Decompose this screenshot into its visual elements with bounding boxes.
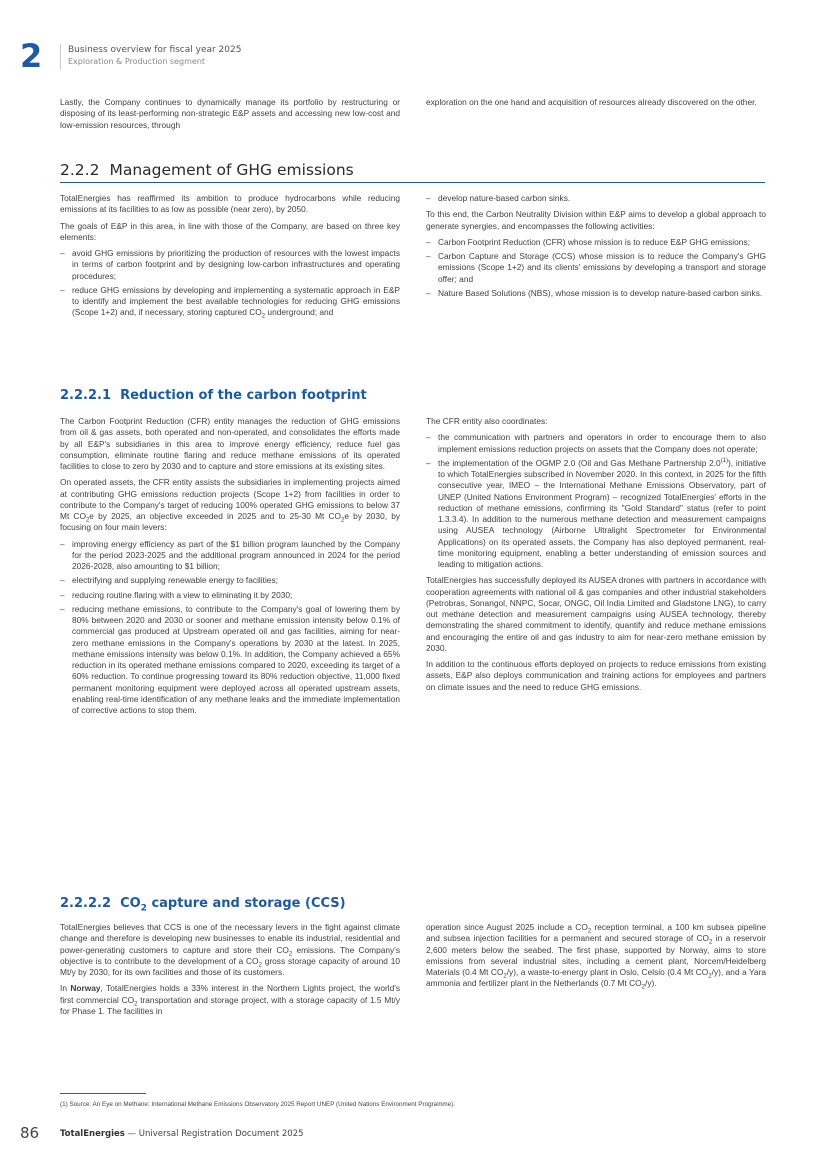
list-item: – avoid GHG emissions by prioritizing the production of resources with the lowest impacts in terms of carbon footprint and by designing low-carbon infrastructures and operating procedures; [60,248,400,282]
intro-right-paragraph: exploration on the one hand and acquisition of resources already discovered on the other. [426,97,757,107]
paragraph: operation since August 2025 include a $CO_2$ reception terminal, a 100 km subsea pipeline and subsea injection facilities for a permanent and secured storage of $CO_2$ in a reservoir 2,600 meters below the seabed. The first phase, supported by Norway, aims to store emissions from several industrial sites, including a cement plant, Norcem/Heidelberg Materials (0.4 Mt $CO_2/y$), a waste-to-energy plant in Oslo, Celsio (0.4 Mt $CO_2/y$), and a Yara ammonia and fertilizer plant in the Netherlands (0.7 Mt $CO_2/y$). [426,922,767,991]
paragraph: The CFR entity also coordinates: [426,416,548,426]
header-divider [60,44,61,70]
footnote-ref: (1) [720,457,729,464]
subsection-title: CO [120,896,141,911]
section-2221-left-column [60,416,400,721]
list-item: – reducing routine flaring with a view to eliminating it by 2030; [60,590,400,601]
activities-list [426,237,766,299]
coordination-list [426,432,766,570]
page-number: 86 [20,1124,40,1142]
section-2222-right-column [426,922,766,995]
subsection-number: 2.2.2.1 [60,388,111,403]
intro-right-column [426,97,766,113]
subsection-title: Reduction of the carbon footprint [120,388,367,403]
section-2222-left-column [60,922,400,1022]
section-number: 2.2.2 [60,161,100,179]
brand-name: TotalEnergies [60,1129,125,1139]
footnote-divider [60,1093,146,1094]
list-item: – improving energy efficiency as part of the $1 billion program launched by the Company for the period 2023-2025 and the additional program announced in 2024 for the period 2026-2028, also amounting to $1 billion; [60,539,400,573]
section-2221-right-column [426,416,766,698]
paragraph: TotalEnergies believes that CCS is one of the necessary levers in the fight against climate change and therefore is developing new businesses to enable its industrial, residential and power-generating customers to capture and store their $CO_2$ emissions. The Company's objective is to contribute to the development of a $CO_2$ gross storage capacity of around 10 Mt/y by 2030, for its own facilities and those of its customers. [60,922,400,977]
paragraph: In addition to the continuous efforts deployed on projects to reduce emissions from existing assets, E&P also deploys communication and training actions for employees and partners on climate issues and the need to reduce GHG emissions. [426,659,766,692]
footer-document-title: TotalEnergies — Universal Registration Document 2025 [60,1129,304,1139]
chapter-title: Business overview for fiscal year 2025 [68,45,242,55]
section-heading-2-2-2-1 [60,388,367,403]
section-title: Management of GHG emissions [109,161,354,179]
intro-left-column [60,97,400,136]
paragraph: TotalEnergies has successfully deployed its AUSEA drones with partners in accordance with cooperation agreements with national oil & gas companies and other industrial stakeholders (Petrobras, Sonangol, NNPC, Socar, ONGC, Oil India Limited and Gladstone LNG), to carry out methane detection and measurement campaigns using AUSEA technology, thereby demonstrating the shared commitment to identify, quantify and reduce methane emissions and encouraging the entire oil and gas industry to aim for near-zero methane emission by 2030. [426,575,766,653]
section-222-left-column [60,193,400,324]
list-item: – reducing methane emissions, to contribute to the Company's goal of lowering them by 80% between 2020 and 2030 or sooner and methane emission intensity below 0.1% of commercial gas produced at Upstream operated oil and gas facilities, aiming for near-zero methane emissions in the Company's operations by 2030 at the latest. In 2025, methane emissions intensity was below 0.1%. In addition, the Company achieved a 65% reduction in its operated methane emissions compared to 2020, exceeding its target of a 60% reduction. To continue progressing toward its 80% reduction objective, 11,000 fixed permanent monitoring equipment were deployed across all operated upstream assets, enabling real-time identification of any methane leaks and the immediate implementation of corrective actions to stop them. [60,604,400,717]
section-heading-2-2-2 [60,161,765,183]
list-item: – electrifying and supplying renewable energy to facilities; [60,575,400,586]
list-item: – develop nature-based carbon sinks. [426,193,766,204]
key-elements-list [60,248,400,319]
paragraph: The Carbon Footprint Reduction (CFR) entity manages the reduction of GHG emissions from oil & gas assets, both operated and non-operated, and consolidates the efforts made by all E&P's subsidiaries in this area to improve energy efficiency, reduce fuel gas consumption, eliminate routine flaring and reduce methane emissions of its operated facilities to close to zero by 2030 and to capture and store emissions at its existing sites. [60,416,400,471]
list-item: – Carbon Capture and Storage (CCS) whose mission is to reduce the Company's GHG emissions (Scope 1+2) and its clients' emissions by developing a transport and storage offer; and [426,251,766,285]
footnote: (1) Source: An Eye on Methane: International Methane Emissions Observatory 2025 Report UNEP (United Nations Environment Programme). [60,1101,456,1108]
paragraph: TotalEnergies has reaffirmed its ambition to produce hydrocarbons while reducing emissions at its facilities to as low as possible (near zero), by 2050. [60,193,400,215]
paragraph: The goals of E&P in this area, in line with those of the Company, are based on three key elements: [60,220,400,242]
levers-list [60,539,400,717]
list-item: – the implementation of the OGMP 2.0 (Oil and Gas Methane Partnership 2.0$^{(1)}$), initiative to which TotalEnergies subscribed in November 2020. In this context, in 2025 for the fifth consecutive year, IMEO – the International Methane Emissions Observatory, part of UNEP (United Nations Environment Program) – recognized TotalEnergies' efforts in the reduction of methane emissions, confirming its "Gold Standard" status (refer to point 1.3.3.4). In addition to the numerous methane detection and measurement campaigns using AUSEA technology (Airborne Ultralight Spectrometer for Environmental Applications) on its operated assets, the Company has also deployed permanent, real-time monitoring equipment, enabling a better understanding of emission sources and leading to mitigation actions. [426,458,766,571]
list-item: – Nature Based Solutions (NBS), whose mission is to develop nature-based carbon sinks. [426,288,766,299]
key-elements-list-cont [426,193,766,204]
list-item: – reduce GHG emissions by developing and implementing a systematic approach in E&P to identify and implement the best available technologies for reducing GHG emissions (Scope 1+2) and, if necessary, storing captured $CO_2$ underground; and [60,285,400,319]
list-item: – Carbon Footprint Reduction (CFR) whose mission is to reduce E&P GHG emissions; [426,237,766,248]
section-222-right-column [426,193,766,304]
paragraph: On operated assets, the CFR entity assists the subsidiaries in implementing projects aimed at contributing GHG emissions reduction projects (Scope 1+2) from facilities in order to contribute to the Company's target of reducing 100% operated GHG emissions to below 37 Mt $CO_2e$ by 2025, an objective exceeded in 2025 and to 25-30 Mt $CO_2e$ by 2030, by focusing on four main levers: [60,477,401,533]
section-heading-2-2-2-2: 2.2.2.2 $CO_2$ capture and storage (CCS) [60,896,346,914]
subsection-number: 2.2.2.2 [60,896,111,911]
chapter-number: 2 [20,37,43,75]
chapter-subtitle: Exploration & Production segment [68,57,206,66]
paragraph: To this end, the Carbon Neutrality Division within E&P aims to develop a global approach to generate synergies, and encompasses the following activities: [426,209,766,231]
intro-left-paragraph: Lastly, the Company continues to dynamically manage its portfolio by restructuring or disposing of its least-performing non-strategic E&P assets and accessing new low-cost and low-emission resources, through [60,97,400,130]
list-item: – the communication with partners and operators in order to encourage them to also implement emissions reduction projects on assets that the Company does not operate; [426,432,766,455]
paragraph: In Norway, TotalEnergies holds a 33% interest in the Northern Lights project, the world's first commercial $CO_2$ transportation and storage project, with a storage capacity of 1.5 Mt/y for Phase 1. The facilities in [60,983,400,1016]
